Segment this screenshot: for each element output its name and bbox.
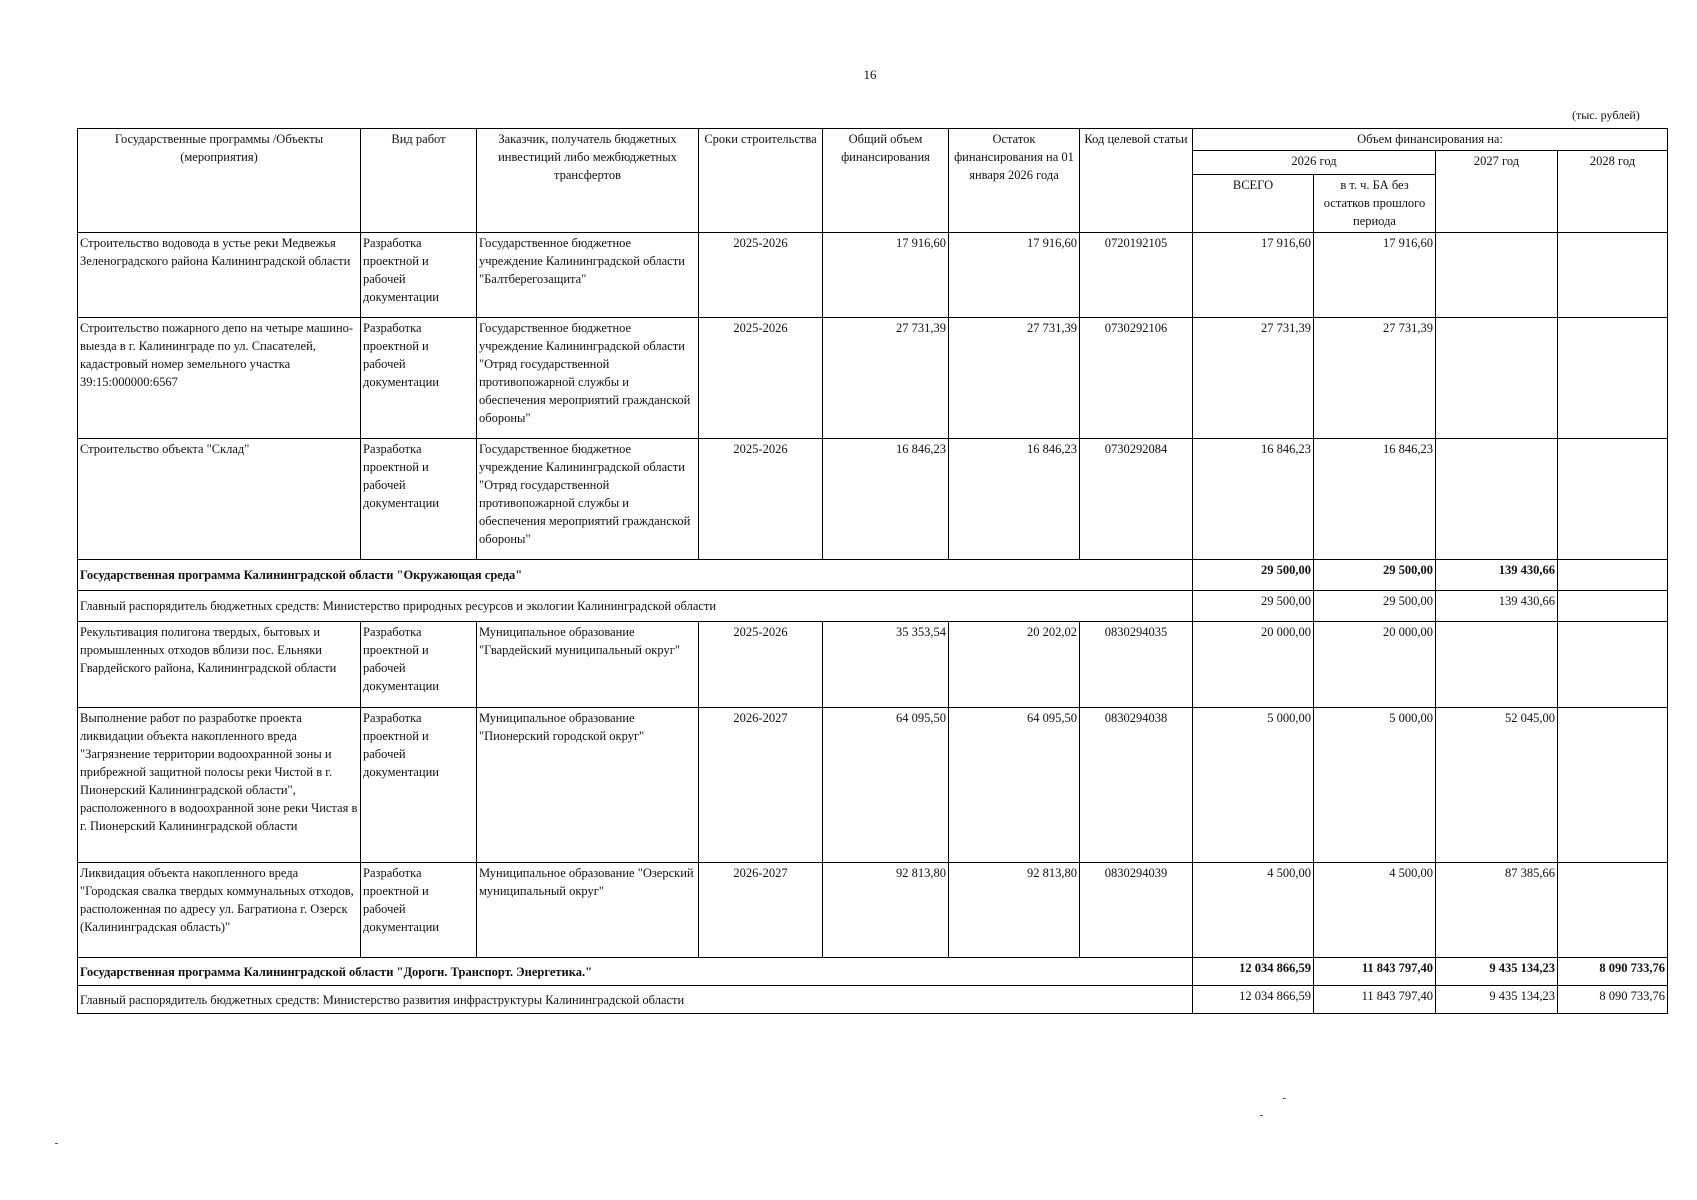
cell-2028 <box>1558 863 1668 958</box>
header-period: Сроки строительства <box>699 129 823 233</box>
cell-object: Строительство пожарного депо на четыре машино-выезда в г. Калининграде по ул. Спасателей, кадастровый номер земельного участка 39:15:000000:6567 <box>78 318 361 439</box>
manager-2028: 8 090 733,76 <box>1558 986 1668 1014</box>
header-2027: 2027 год <box>1436 151 1558 233</box>
cell-2028 <box>1558 622 1668 708</box>
manager-ba-2026: 11 843 797,40 <box>1314 986 1436 1014</box>
cell-ba-2026: 27 731,39 <box>1314 318 1436 439</box>
cell-total: 16 846,23 <box>823 439 949 560</box>
scan-speck <box>1283 1098 1286 1099</box>
cell-work: Разработка проектной и рабочей документации <box>361 439 477 560</box>
header-2026: 2026 год <box>1193 151 1436 175</box>
header-all: ВСЕГО <box>1193 175 1314 233</box>
cell-period: 2025-2026 <box>699 622 823 708</box>
header-work-type: Вид работ <box>361 129 477 233</box>
table-row <box>78 708 1668 863</box>
cell-customer: Государственное бюджетное учреждение Калининградской области "Отряд государственной противопожарной службы и обеспечения мероприятий гражданской обороны" <box>477 439 699 560</box>
cell-2028 <box>1558 708 1668 863</box>
header-2028: 2028 год <box>1558 151 1668 233</box>
cell-period: 2025-2026 <box>699 318 823 439</box>
program-2028 <box>1558 560 1668 591</box>
manager-2027: 9 435 134,23 <box>1436 986 1558 1014</box>
cell-object: Рекультивация полигона твердых, бытовых и промышленных отходов вблизи пос. Ельняки Гвардейского района, Калининградской области <box>78 622 361 708</box>
header-total: Общий объем финансирования <box>823 129 949 233</box>
financing-table <box>77 128 1668 1014</box>
program-ba-2026: 11 843 797,40 <box>1314 958 1436 986</box>
cell-code: 0830294038 <box>1080 708 1193 863</box>
cell-customer: Государственное бюджетное учреждение Калининградской области "Отряд государственной противопожарной службы и обеспечения мероприятий гражданской обороны" <box>477 318 699 439</box>
manager-2028 <box>1558 591 1668 622</box>
cell-remainder: 64 095,50 <box>949 708 1080 863</box>
cell-remainder: 27 731,39 <box>949 318 1080 439</box>
cell-2027: 52 045,00 <box>1436 708 1558 863</box>
program-2028: 8 090 733,76 <box>1558 958 1668 986</box>
cell-work: Разработка проектной и рабочей документации <box>361 708 477 863</box>
cell-code: 0730292084 <box>1080 439 1193 560</box>
cell-customer: Муниципальное образование "Гвардейский муниципальный округ" <box>477 622 699 708</box>
header-code: Код целевой статьи <box>1080 129 1193 233</box>
cell-object: Ликвидация объекта накопленного вреда "Городская свалка твердых коммунальных отходов, расположенная по адресу ул. Багратиона г. Озерск (Калининградская область)" <box>78 863 361 958</box>
cell-object: Строительство объекта "Склад" <box>78 439 361 560</box>
table-row <box>78 439 1668 560</box>
manager-row <box>78 986 1668 1014</box>
cell-2027: 87 385,66 <box>1436 863 1558 958</box>
table-row <box>78 622 1668 708</box>
program-all-2026: 12 034 866,59 <box>1193 958 1314 986</box>
cell-all-2026: 17 916,60 <box>1193 233 1314 318</box>
cell-total: 27 731,39 <box>823 318 949 439</box>
cell-customer: Муниципальное образование "Озерский муниципальный округ" <box>477 863 699 958</box>
program-title: Государственная программа Калининградской области "Дороги. Транспорт. Энергетика." <box>78 958 1193 986</box>
header-customer: Заказчик, получатель бюджетных инвестиций либо межбюджетных трансфертов <box>477 129 699 233</box>
cell-total: 17 916,60 <box>823 233 949 318</box>
cell-remainder: 17 916,60 <box>949 233 1080 318</box>
cell-code: 0830294035 <box>1080 622 1193 708</box>
program-title: Государственная программа Калининградской области "Окружающая среда" <box>78 560 1193 591</box>
cell-work: Разработка проектной и рабочей документации <box>361 863 477 958</box>
cell-period: 2025-2026 <box>699 439 823 560</box>
manager-title: Главный распорядитель бюджетных средств: Министерство природных ресурсов и экологии Калининградской области <box>78 591 1193 622</box>
cell-2028 <box>1558 233 1668 318</box>
cell-remainder: 16 846,23 <box>949 439 1080 560</box>
cell-total: 92 813,80 <box>823 863 949 958</box>
table-row <box>78 863 1668 958</box>
manager-row <box>78 591 1668 622</box>
cell-ba-2026: 16 846,23 <box>1314 439 1436 560</box>
cell-2028 <box>1558 318 1668 439</box>
program-row <box>78 958 1668 986</box>
program-row <box>78 560 1668 591</box>
cell-ba-2026: 4 500,00 <box>1314 863 1436 958</box>
table-row <box>78 318 1668 439</box>
cell-total: 35 353,54 <box>823 622 949 708</box>
program-ba-2026: 29 500,00 <box>1314 560 1436 591</box>
cell-object: Строительство водовода в устье реки Медвежья Зеленоградского района Калининградской области <box>78 233 361 318</box>
units-label: (тыс. рублей) <box>1572 108 1640 122</box>
cell-customer: Муниципальное образование "Пионерский городской округ" <box>477 708 699 863</box>
cell-2027 <box>1436 233 1558 318</box>
cell-period: 2025-2026 <box>699 233 823 318</box>
cell-period: 2026-2027 <box>699 708 823 863</box>
cell-all-2026: 20 000,00 <box>1193 622 1314 708</box>
manager-all-2026: 12 034 866,59 <box>1193 986 1314 1014</box>
manager-all-2026: 29 500,00 <box>1193 591 1314 622</box>
cell-ba-2026: 5 000,00 <box>1314 708 1436 863</box>
scan-speck <box>55 1143 58 1144</box>
cell-code: 0730292106 <box>1080 318 1193 439</box>
cell-code: 0830294039 <box>1080 863 1193 958</box>
program-2027: 9 435 134,23 <box>1436 958 1558 986</box>
cell-total: 64 095,50 <box>823 708 949 863</box>
cell-work: Разработка проектной и рабочей документации <box>361 622 477 708</box>
manager-title: Главный распорядитель бюджетных средств: Министерство развития инфраструктуры Калининградской области <box>78 986 1193 1014</box>
manager-2027: 139 430,66 <box>1436 591 1558 622</box>
cell-ba-2026: 20 000,00 <box>1314 622 1436 708</box>
cell-period: 2026-2027 <box>699 863 823 958</box>
header-remainder: Остаток финансирования на 01 января 2026 года <box>949 129 1080 233</box>
cell-code: 0720192105 <box>1080 233 1193 318</box>
cell-all-2026: 16 846,23 <box>1193 439 1314 560</box>
cell-2027 <box>1436 318 1558 439</box>
cell-object: Выполнение работ по разработке проекта ликвидации объекта накопленного вреда "Загрязнение территории водоохранной зоны и прибрежной защитной полосы реки Чистой в г. Пионерский Калининградской области", расположенного в водоохранной зоне реки Чистая в г. Пионерский Калининградской области <box>78 708 361 863</box>
cell-ba-2026: 17 916,60 <box>1314 233 1436 318</box>
page-number: 16 <box>863 67 877 82</box>
cell-remainder: 20 202,02 <box>949 622 1080 708</box>
program-all-2026: 29 500,00 <box>1193 560 1314 591</box>
program-2027: 139 430,66 <box>1436 560 1558 591</box>
cell-all-2026: 5 000,00 <box>1193 708 1314 863</box>
cell-2027 <box>1436 439 1558 560</box>
header-financing: Объем финансирования на: <box>1193 129 1668 151</box>
scan-speck <box>1260 1115 1263 1116</box>
header-program: Государственные программы /Объекты (мероприятия) <box>78 129 361 233</box>
cell-2027 <box>1436 622 1558 708</box>
cell-all-2026: 4 500,00 <box>1193 863 1314 958</box>
table-row <box>78 233 1668 318</box>
cell-customer: Государственное бюджетное учреждение Калининградской области "Балтберегозащита" <box>477 233 699 318</box>
header-incl-ba: в т. ч. БА без остатков прошлого периода <box>1314 175 1436 233</box>
cell-all-2026: 27 731,39 <box>1193 318 1314 439</box>
cell-2028 <box>1558 439 1668 560</box>
cell-remainder: 92 813,80 <box>949 863 1080 958</box>
cell-work: Разработка проектной и рабочей документации <box>361 233 477 318</box>
cell-work: Разработка проектной и рабочей документации <box>361 318 477 439</box>
manager-ba-2026: 29 500,00 <box>1314 591 1436 622</box>
